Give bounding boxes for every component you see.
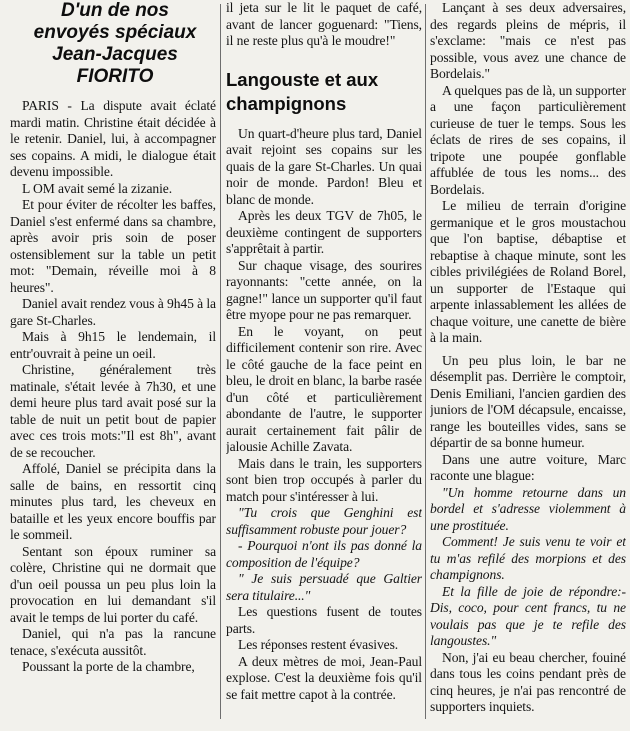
headline-line-2: champignons bbox=[226, 92, 347, 114]
byline-line-3: Jean-Jacques bbox=[52, 44, 178, 65]
paragraph: Un peu plus loin, le bar ne désemplit pas. Derrière le comptoir, Denis Emiliani, l'ancien gardien des juniors de l'OM décapsule, encaisse, range les bouteilles vides, sans se départir de sa bonne humeur. bbox=[430, 352, 626, 450]
paragraph: Sentant son époux ruminer sa colère, Christine qui ne dormait que d'un oeil poussa un peu plus loin la provocation en lui demandant s'il avait le temps de lui porter du café. bbox=[10, 543, 216, 625]
paragraph: Poussant la porte de la chambre, bbox=[22, 659, 195, 674]
quote-paragraph: " Je suis persuadé que Galtier sera titulaire..." bbox=[226, 571, 422, 603]
paragraph: Les questions fusent de toutes parts. bbox=[226, 604, 422, 636]
column-2 bbox=[226, 0, 422, 720]
paragraph: Lançant à ses deux adversaires, des regards pleins de mépris, il s'exclame: "mais ce n'est pas possible, vous avez une chance de Bordelais." bbox=[430, 0, 626, 81]
paragraph: Le milieu de terrain d'origine germanique et le gros moustachou que l'on baptise, débaptise et rebaptise à chaque minute, sont les cibles privilégiées de Roland Borel, un supporter de l'Estaque qui arpente inlassablement les allées de chaque voiture, une canette de bière à la main. bbox=[430, 198, 626, 345]
paragraph-continued: il jeta sur le lit le paquet de café, avant de lancer goguenard: "Tiens, il ne reste plus qu'à le moudre!" bbox=[226, 0, 422, 48]
column-1 bbox=[10, 0, 216, 720]
quote-paragraph: Comment! Je suis venu te voir et tu m'as refilé des morpions et des champignons. bbox=[430, 534, 626, 582]
headline-line-1: Langouste et aux bbox=[226, 68, 379, 90]
paragraph: Non, j'ai eu beau chercher, fouiné dans tous les coins pendant près de cinq heures, je n'ai pas rencontré de supporters inquiets. bbox=[430, 649, 626, 714]
column-3 bbox=[430, 0, 626, 720]
paragraph: PARIS - La dispute avait éclaté mardi matin. Christine était décidée à le retenir. Daniel, lui, à accompagner ses copains. A midi, le dialogue était devenu impossible. bbox=[10, 98, 216, 179]
quote-paragraph: "Tu crois que Genghini est suffisamment robuste pour jouer? bbox=[226, 505, 422, 537]
quote-paragraph: "Un homme retourne dans un bordel et s'adresse violemment à une prostituée. bbox=[430, 484, 626, 533]
paragraph: Après les deux TGV de 7h05, le deuxième contingent de supporters s'apprêtait à partir. bbox=[226, 208, 422, 256]
paragraph: Les réponses restent évasives. bbox=[238, 637, 399, 652]
paragraph: A deux mètres de moi, Jean-Paul explose. C'est la deuxième fois qu'il se fait mettre capot à la contrée. bbox=[226, 653, 422, 702]
byline-line-1: D'un de nos bbox=[61, 0, 169, 21]
section-headline bbox=[226, 68, 422, 116]
paragraph: Affolé, Daniel se précipita dans la salle de bains, en ressortit cinq minutes plus tard, les cheveux en bataille et les yeux encore bouffis par le sommeil. bbox=[10, 461, 216, 542]
paragraph: Daniel, qui n'a pas la rancune tenace, s'exécuta aussitôt. bbox=[10, 626, 216, 658]
paragraph: A quelques pas de là, un supporter a une façon particulièrement curieuse de tuer le temps. Sous les éclats de rires de ses copains, il tripote une poupée gonflable affublée de tous les noms... des Bordelais. bbox=[430, 82, 626, 197]
paragraph: Mais à 9h15 le lendemain, il entr'ouvrait à peine un oeil. bbox=[10, 329, 216, 361]
column-divider bbox=[220, 4, 221, 719]
paragraph: Et pour éviter de récolter les baffes, Daniel s'est enfermé dans sa chambre, après avoir pris soin de poser ostensiblement sur la table un petit mot: "Demain, réveille moi à 8 heures". bbox=[10, 197, 216, 295]
paragraph: Christine, généralement très matinale, s'était levée à 7h30, et une demi heure plus tard avait posé sur la table de nuit un petit bout de papier avec ces trois mots:"Il est 8h", avant de se recoucher. bbox=[10, 362, 216, 460]
paragraph: En le voyant, on peut difficilement contenir son rire. Avec le côté gauche de la face peint en bleu, le droit en blanc, la barbe rasée d'un côté et particulièrement abondante de l'autre, le supporter aurait certainement fait pâlir de jalousie Achille Zavata. bbox=[226, 323, 422, 454]
byline-line-2: envoyés spéciaux bbox=[33, 22, 197, 43]
paragraph: Sur chaque visage, des sourires rayonnants: "cette année, on la gagne!" lance un supporter qu'il faut être myope pour ne pas remarquer. bbox=[226, 257, 422, 322]
quote-paragraph: Et la fille de joie de répondre:- Dis, coco, pour cent francs, tu ne voulais pas que je te refile des langoustes." bbox=[430, 583, 626, 648]
paragraph: Dans une autre voiture, Marc raconte une blague: bbox=[430, 451, 626, 483]
byline-line-4: FIORITO bbox=[76, 66, 154, 87]
column-divider bbox=[425, 4, 426, 719]
byline bbox=[14, 0, 216, 88]
paragraph: Daniel avait rendez vous à 9h45 à la gare St-Charles. bbox=[10, 296, 216, 328]
paragraph: L OM avait semé la zizanie. bbox=[22, 180, 173, 196]
quote-paragraph: - Pourquoi n'ont ils pas donné la composition de l'équipe? bbox=[226, 538, 422, 570]
paragraph: Mais dans le train, les supporters sont bien trop occupés à parler du match pour s'intéresser à lui. bbox=[226, 455, 422, 504]
paragraph: Un quart-d'heure plus tard, Daniel avait rejoint ses copains sur les quais de la gare St-Charles. Un quai noir de monde. Pardon! Bleu et blanc de monde. bbox=[226, 125, 422, 207]
